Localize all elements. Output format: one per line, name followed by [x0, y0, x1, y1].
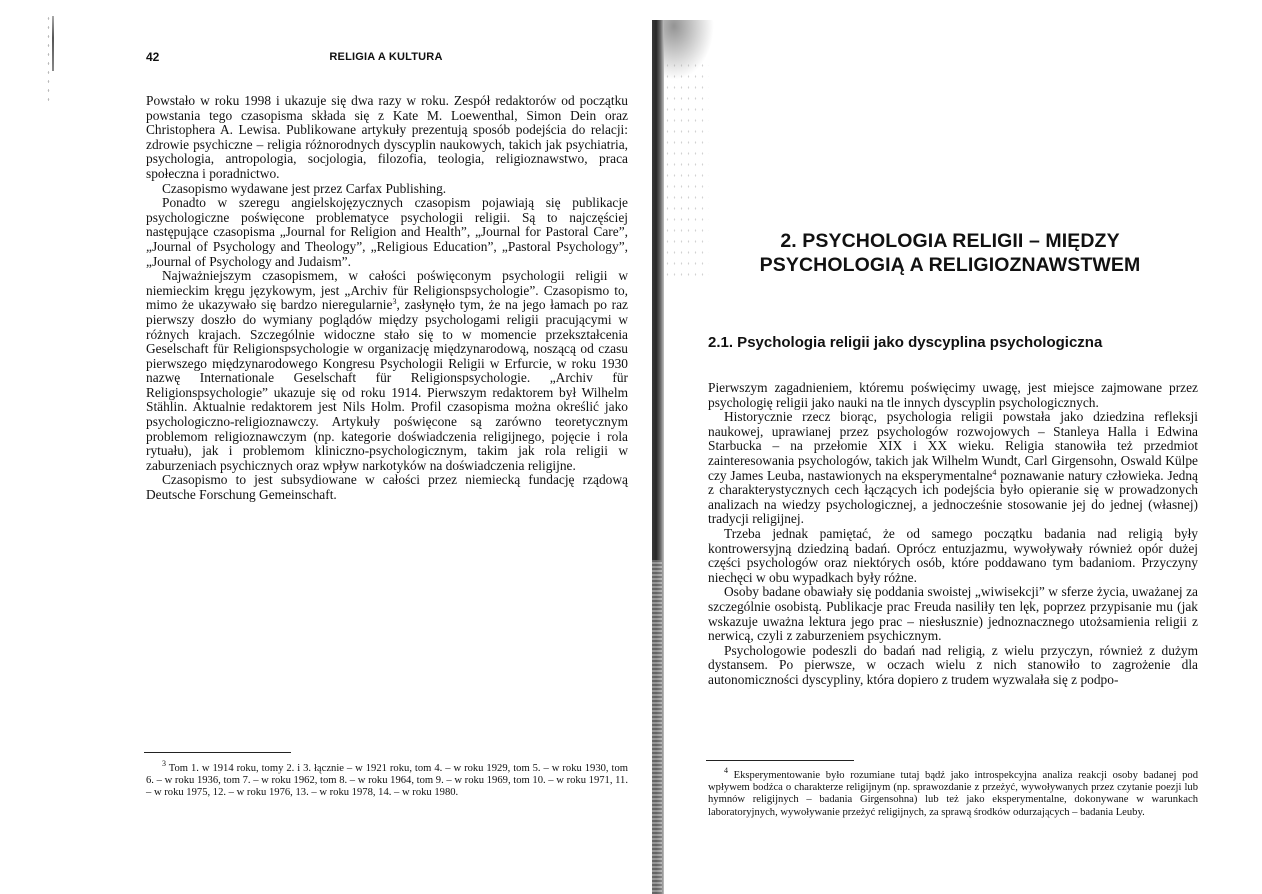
paragraph: Powstało w roku 1998 i ukazuje się dwa razy w roku. Zespół redaktorów od początku powstania tego czasopisma składa się z Kate M. Loewenthal, Simon Dein oraz Christophera A. Lewisa. Publikowane artykuły prezentują sposób podejścia do relacji: zdrowie psychiczne – religia różnorodnych dyscyplin naukowych, takich jak psychiatria, psychologia, antropologia, socjologia, filozofia, teologia, religioznawstwo, praca społeczna i poradnictwo. — [146, 93, 628, 181]
footnote — [146, 759, 628, 800]
paragraph: Trzeba jednak pamiętać, że od samego początku badania nad religią były kontrowersyjną dziedziną badań. Oprócz entuzjazmu, wywoływały również opór dużej części psychologów oraz niektórych osób, które poddawano tym badaniom. Przyczyny niechęci w obu wypadkach były różne. — [708, 525, 1198, 585]
paragraph: Ponadto w szeregu angielskojęzycznych czasopism pojawiają się publikacje psychologiczne poświęcone problematyce psychologii religii. Są to najczęściej następujące czasopisma „Journal for Religion and Health”, „Journal for Pastoral Care”, „Journal of Psychology and Theology”, „Religious Education”, „Pastoral Psychology”, „Journal of Psychology and Judaism”. — [146, 195, 628, 269]
paragraph: Czasopismo wydawane jest przez Carfax Publishing. — [162, 180, 447, 196]
footnote-text: Tom 1. w 1914 roku, tomy 2. i 3. łącznie – w 1921 roku, tom 4. – w roku 1929, tom 5. – w roku 1930, tom 6. – w roku 1936, tom 7. – w roku 1962, tom 8. – w roku 1964, tom 9. – w roku 1969, tom 10. – w roku 1971, 11. – w roku 1975, 12. – w roku 1976, 13. – w roku 1978, 14. – w roku 1980. — [146, 763, 628, 799]
chapter-title-line: PSYCHOLOGIĄ A RELIGIOZNAWSTWEM — [759, 254, 1141, 276]
chapter-title-line: 2. PSYCHOLOGIA RELIGII – MIĘDZY — [780, 230, 1120, 252]
paragraph — [708, 410, 1198, 527]
running-head — [146, 50, 626, 66]
paragraph: Osoby badane obawiały się poddania swoistej „wiwisekcji” w sferze życia, uważanej za szczególnie osobistą. Publikacje prac Freuda nasiliły ten lęk, poprzez przypisanie mu (jak wskazuje uważna lektura jego prac – niesłusznie) jednoznacznego utożsamienia religii z nerwicą, czyli z zaburzeniem psychicznym. — [708, 584, 1198, 644]
footnote — [708, 766, 1198, 819]
paragraph — [146, 269, 628, 473]
paragraph-text: Historycznie rzecz biorąc, psychologia religii powstała jako dziedzina refleksji naukowej, uprawianej przez psychologów rozwojowych – Stanleya Halla i Edwina Starbucka – na przełomie XIX i XX wieku. Religia stanowiła też przedmiot zainteresowania psychologów, takich jak Wilhelm Wundt, Carl Girgensohn, Oswald Külpe czy James Leuba, nastawionych na eksperymentalne — [708, 409, 1198, 483]
footnote-reference: 4 — [992, 467, 997, 477]
paragraph-text: Najważniejszym czasopismem, w całości poświęconym psychologii religii w niemieckim kręgu językowym, jest „Archiv für Religionspsychologie”. Czasopismo to, mimo że ukazywało się bardzo nieregularnie — [146, 268, 628, 313]
footnote-number: 4 — [724, 766, 728, 775]
running-title: RELIGIA A KULTURA — [329, 51, 443, 63]
paragraph: Pierwszym zagadnieniem, któremu poświęcimy uwagę, jest miejsce zajmowane przez psychologię religii jako nauki na tle innych dyscyplin psychologicznych. — [708, 380, 1198, 410]
footnote-divider — [144, 752, 291, 753]
section-title: 2.1. Psychologia religii jako dyscyplina psychologiczna — [708, 334, 1103, 351]
paragraph-text: poznawanie natury człowieka. Jedną z charakterystycznych cech łączących ich podejścia było opieranie się w prowadzonych analizach na wiedzy psychologicznej, a jednocześnie stosowanie jej do jednej (własnej) tradycji religijnej. — [708, 467, 1198, 527]
footnote-reference: 3 — [392, 297, 397, 307]
footnote-number: 3 — [162, 759, 166, 768]
right-page-body — [708, 381, 1198, 687]
left-page-body — [146, 94, 628, 503]
paragraph: Czasopismo to jest subsydiowane w całości przez niemiecką fundację rządową Deutsche Forschung Gemeinschaft. — [146, 472, 628, 503]
chapter-title — [700, 229, 1200, 277]
paragraph: Psychologowie podeszli do badań nad religią, z wielu przyczyn, również z dużym dystansem. Po pierwsze, w oczach wielu z nich stanowiło to zagrożenie dla autonomiczności dyscypliny, która dopiero z trudem wyzwalała się z podpo- — [708, 642, 1198, 687]
paragraph-text: , zasłynęło tym, że na jego łamach po raz pierwszy doszło do wymiany poglądów między psychologami religii pracującymi w różnych krajach. Szczególnie widoczne stało się to w momencie przekształcenia Geselschaft für Religionspsychologie w organizację międzynarodową, noszącą od czasu pierwszego międzynarodowego Kongresu Psychologii Religii w Erfurcie, w roku 1930 nazwę Internationale Geselschaft für Religionspsychologie. „Archiv für Religionspsychologie” ukazuje się od roku 1914. Pierwszym redaktorem był Wilhelm Stählin. Aktualnie redaktorem jest Nils Holm. Profil czasopisma można określić jako psychologiczno-religioznawczy. Artykuły poświęcone są zarówno teoretycznym problemom religioznawczym (np. kategorie doświadczenia religijnego, pojęcie i rola rytuału), jak i problemom kliniczno-psychologicznym, takim jak rola religii w zaburzeniach psychicznych oraz wpływ narkotyków na doświadczenia religijne. — [146, 297, 628, 473]
footnote-divider — [706, 760, 854, 761]
page-number: 42 — [146, 50, 160, 64]
footnote-text: Eksperymentowanie było rozumiane tutaj bądź jako introspekcyjna analiza reakcji osoby badanej pod wpływem bodźca o charakterze religijnym (np. sprawozdanie z przeżyć, wywoływanych przez czytanie poezji lub hymnów religijnych – badania Girgensohna) lub też jako eksperymentalne, dokonywane w warunkach laboratoryjnych, wywoływanie przeżyć religijnych, za sprawą środków odurzających – badania Leuby. — [708, 770, 1198, 818]
